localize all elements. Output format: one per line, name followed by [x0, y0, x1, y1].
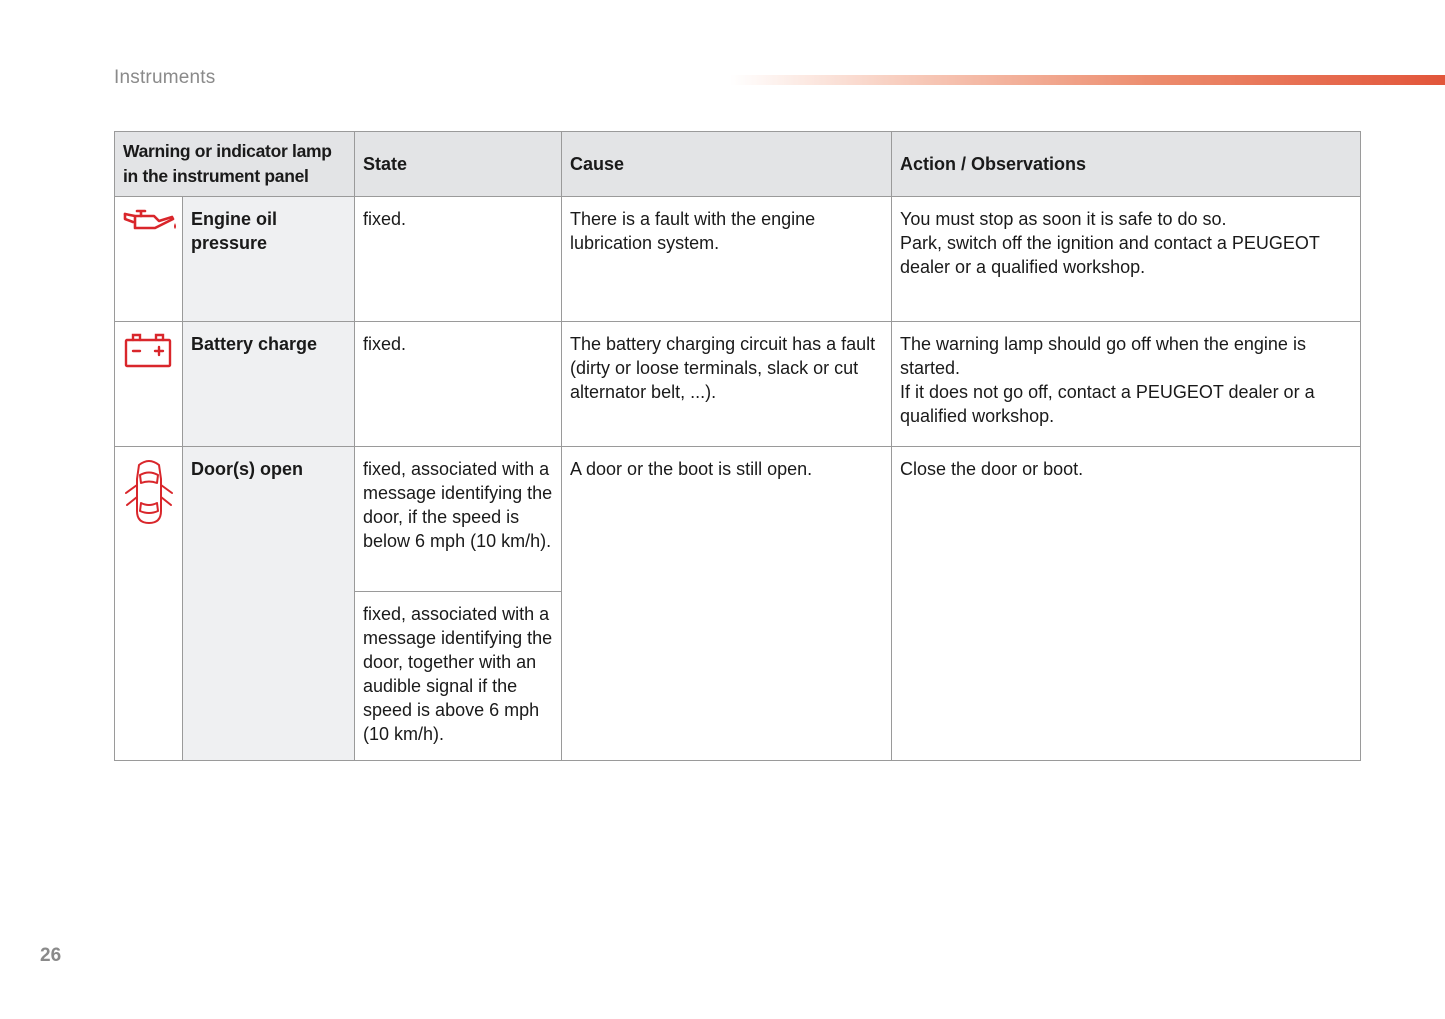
lamp-name: Engine oil pressure: [183, 197, 355, 322]
column-header-lamp: Warning or indicator lamp in the instrument panel: [115, 132, 355, 197]
page-number: 26: [40, 945, 62, 966]
column-header-cause: Cause: [562, 132, 892, 197]
door-open-car-icon: [123, 457, 175, 533]
oil-can-icon: [123, 207, 179, 243]
cause-text: A door or the boot is still open.: [562, 447, 892, 761]
cause-text: The battery charging circuit has a fault (dirty or loose terminals, slack or cut alternator belt, ...).: [562, 322, 892, 447]
lamp-icon-cell: [115, 197, 183, 322]
lamp-icon-cell: [115, 447, 183, 761]
action-text: Park, switch off the ignition and contact a PEUGEOT dealer or a qualified workshop.: [900, 233, 1320, 277]
table-header-row: [115, 132, 1361, 197]
action-text: The warning lamp should go off when the engine is started.: [900, 334, 1306, 378]
table-row: [115, 322, 1361, 447]
action-text: Close the door or boot.: [892, 447, 1361, 761]
header-accent-bar: [730, 75, 1445, 85]
lamp-icon-cell: [115, 322, 183, 447]
table-row: [115, 197, 1361, 322]
action-cell: [892, 197, 1361, 322]
warning-lamps-table: [114, 131, 1361, 761]
column-header-action: Action / Observations: [892, 132, 1361, 197]
lamp-name: Battery charge: [183, 322, 355, 447]
state-text: fixed, associated with a message identifying the door, if the speed is below 6 mph (10 km/h).: [355, 447, 562, 592]
table-row: [115, 447, 1361, 592]
action-text: If it does not go off, contact a PEUGEOT dealer or a qualified workshop.: [900, 382, 1315, 426]
cause-text: There is a fault with the engine lubrication system.: [562, 197, 892, 322]
state-text: fixed.: [355, 197, 562, 322]
action-cell: [892, 322, 1361, 447]
state-text: fixed, associated with a message identifying the door, together with an audible signal if the speed is above 6 mph (10 km/h).: [355, 592, 562, 761]
state-text: fixed.: [355, 322, 562, 447]
lamp-name: Door(s) open: [183, 447, 355, 761]
column-header-state: State: [355, 132, 562, 197]
battery-icon: [123, 332, 173, 374]
action-text: You must stop as soon it is safe to do so.: [900, 209, 1227, 229]
section-title: Instruments: [114, 67, 216, 88]
